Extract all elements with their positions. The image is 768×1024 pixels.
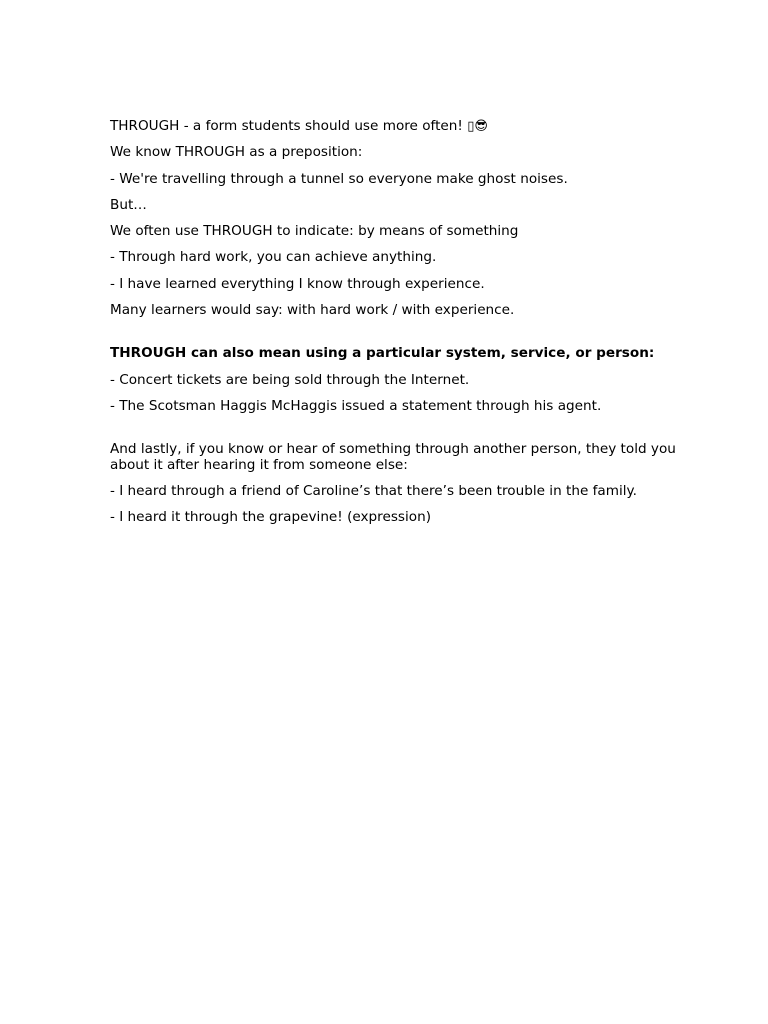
section1-example3: - I have learned everything I know through experience. [110, 275, 485, 292]
section1-learners: Many learners would say: with hard work / with experience. [110, 302, 515, 319]
section3-example1: - I heard through a friend of Caroline’s that there’s been trouble in the family. [110, 482, 637, 499]
section1-intro: We know THROUGH as a preposition: [110, 144, 363, 161]
section1-example2: - Through hard work, you can achieve anything. [110, 249, 437, 266]
document-body [110, 118, 690, 535]
paragraph-gap [110, 424, 690, 441]
sunglasses-emoji-icon: ▯😎 [467, 119, 488, 134]
section2-example1: - Concert tickets are being sold through the Internet. [110, 371, 470, 388]
section1-means-intro: We often use THROUGH to indicate: by means of something [110, 223, 519, 240]
section1-example1: - We're travelling through a tunnel so everyone make ghost noises. [110, 170, 568, 187]
section2-heading: THROUGH can also mean using a particular system, service, or person: [110, 345, 655, 362]
section3-example2: - I heard it through the grapevine! (expression) [110, 508, 431, 525]
section1-title [110, 118, 690, 135]
section3-intro: And lastly, if you know or hear of something through another person, they told you about it after hearing it from someone else: [110, 441, 676, 474]
section1-title-text: THROUGH - a form students should use more often! [110, 118, 468, 134]
section2-example2: - The Scotsman Haggis McHaggis issued a statement through his agent. [110, 397, 602, 414]
section1-but: But… [110, 196, 147, 213]
paragraph-gap [110, 328, 690, 345]
